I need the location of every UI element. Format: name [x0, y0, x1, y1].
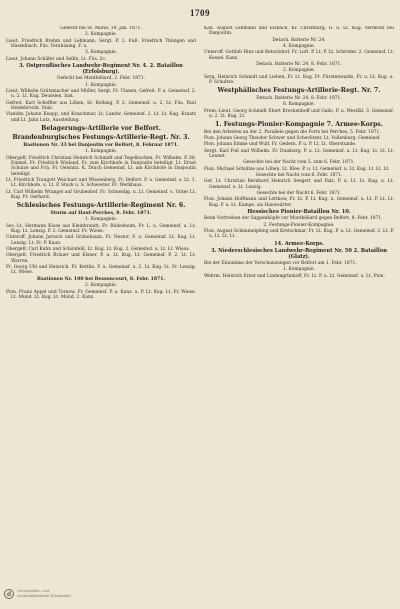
entry-text: Obergefr. Carl Kuhn und Schönfeld, Lt. Kug. Lt. Kug. 2. Gemeinsf. u. Lt. Lt. Wiesa. — [6, 247, 190, 253]
subheading: Gesechte bei Nacht vom 6. Febr. 1871. — [255, 173, 343, 179]
entry-text: Lieut. Wilhelm Grützmacher und Müller, Sergt. Fr. Ulanen, Gefreit. P. u. Gemeinsf. 2. u. 2. Lt. Kug. Deutelen. Inst. — [6, 88, 196, 100]
section-heading: 3. Niederschlesisches Landwehr-Regiment Nr. 50 2. Bataillon (Glatz). — [211, 247, 387, 260]
entry-text: Unteroff. Johann Jarosch und Grünebaum, Fr. Nestor, F. u. Gemeinsf. Lt. Kug. Lt. Lenzig. Lt. Fr. P. Kaun. — [6, 235, 196, 246]
library-name-line2: Landesbibliothek Düsseldorf — [17, 593, 71, 598]
subheading: 3. Kompagnie. — [84, 50, 118, 56]
entry-text: Pion. Johann Hoffmann und Lettkow, Fr. Lt. P. Lt. Kug. u. Gemeinsf. u. Lt. P. Lt. Lt. Kug. P. u. Lt. Kampe. als Hauswärter. — [204, 197, 394, 208]
text-columns — [6, 26, 394, 586]
entry-text: Beim Vortreiben der Sappenköpfe vor Montbéliard gegen Belfort, 8. Febr. 1871. — [204, 216, 383, 222]
subheading: 2. Festungs-Pionier-Kompagnie. — [263, 222, 335, 228]
subheading: 1. Kompagnie. — [282, 267, 316, 273]
subheading: Gesechte bei der Nacht vom 5. zum 6. Febr. 1871. — [243, 160, 355, 166]
subheading: Detach. Batterie Nr. 24, 8. Febr. 1871. — [256, 62, 342, 68]
entry-text: Pion. Michael Schultze aus Löhen, Lt. Klee. P. u. Lt. Gemeinsf. u. Lt. Kug. Lt. Lt. Lt. — [204, 166, 390, 172]
entry-text: Gef. Lt. Christian Bernhard Heinrich Seegert und Palz, P. u. Lt. Lt. Kug. u. Lt. Gemeinsf. u. Lt. Lenzig. — [204, 179, 394, 190]
subheading: 2. Kompagnie. — [84, 283, 118, 289]
subheading: 1. Kompagnie. — [84, 217, 118, 223]
entry-text: Pion. August Schimmelpfeng und Kretschmar, Fr. Lt. Kug. P. u. Lt. Gemeinsf. 2. Lt. P. u. Lt. Lt. Lt. — [204, 228, 394, 240]
entry-text: Vizeldw. Johann Knapp, und Kraschmar, Lt. Landw. Gemeinsf. 2. Lt. Lt. Kug. Kraatz und Lt. Jahn Lutz, Ausstellung. — [6, 112, 196, 123]
subheading: Detach. Batterie Nr. 24, 8. Febr. 1871. — [256, 95, 342, 101]
library-logo-icon: d — [4, 589, 14, 599]
subheading: 2. Kompagnie. — [84, 32, 118, 38]
entry-text: Fr. Georg Uhl und Heinrich. Fr. Kettlin. F. u. Gemeinsf. u. 2. Lt. Kug. Lt. Fr. Lenzig. Lt. Wiese. — [6, 265, 196, 276]
subheading: Gefecht bei Montbéliard, 2. Febr. 1871. — [56, 76, 146, 82]
entry-text: Pion. Johann Georg Theodor Schwer und Schevlitzer, Lt. Vollenburg. Gemeinsf. — [204, 135, 381, 141]
entry-text: Bei der Einnahme der Verschanzungen vor Belfort am 1. Febr. 1871. — [204, 260, 357, 266]
entry-text: Pion. Johann Emme und Wulf. Fr. Gedern. P. u. P. Lt. Lt. Oberstunde. — [204, 142, 357, 148]
section-heading: Belagerungs-Artillerie vor Belfort. — [41, 125, 161, 132]
library-watermark — [4, 585, 224, 603]
entry-text: Kan. August Lehmann und Elsbach, Kr. Christburg. G. u. Lt. Kug. Verdeckt bei Danjoutin. — [204, 26, 394, 37]
section-heading: 3. Ostpreußisches Landwehr-Regiment Nr. 4. 2. Bataillon (Erfolsburg). — [19, 63, 183, 76]
subheading: 1. Kompagnie. — [84, 82, 118, 88]
entry-text: Obergefr. Friedrich Bräuer und Elsner, P. u. Lt. Kug. Lt. Gemeinsf. P. 2. Lt. Lt. Warren. — [6, 253, 196, 264]
section-heading: Brandenburgisches Festungs-Artillerie-Regt. Nr. 3. — [12, 134, 190, 142]
subheading: 4. Kompagnie. — [282, 44, 316, 50]
entry-text: Bei den Arbeiten an der 2. Parallele gegen die Forts bei Perches, 5. Febr. 1871. — [204, 129, 381, 135]
entry-text: Lt. Carl Wilhelm Wrangel auf Grubenhof. Fr. Schneidig. u. Lt. Gemeinsf. s. Unter Lt. Kug. Fr. Gerhard. — [6, 189, 196, 201]
entry-text: Sergt. Karl Foß und Wilhelm. Fr. Duisburg. P. u. Lt. Gemeinsf. u. Lt. Kug. Lt. Lt. Lt. Lennet. — [204, 148, 394, 159]
entry-text: Prem.-Lieut. Georg Schmidt Ebert Kreckenhoff und Gallo, P. u. Westfäl. 3. Gemeinsf. u. 2. Lt. Kug. Lt. — [204, 108, 394, 119]
subheading: 8. Kompagnie. — [282, 102, 316, 108]
left-column — [6, 26, 196, 586]
section-heading: 14. Armee-Korps. — [274, 240, 324, 247]
subheading: Detach. Batterie Nr. 24. — [272, 37, 326, 43]
entry-text: Serg. Heinrich Schmidt und Lieben, Fr. Lt. Kug. Fr. Fürstenwalde, Fr. u. Lt. Kug. u. P. Schultze. — [204, 74, 394, 86]
section-heading: 1. Festungs-Pionier-Kompagnie 7. Armee-Korps. — [215, 121, 383, 129]
subheading: Bastionen Nr. 100 bei Bessoncourt, 8. Febr. 1871. — [36, 276, 166, 282]
library-name-line1: Universitäts- und — [17, 588, 50, 594]
subheading: Bastionen Nr. 33 bei Danjoutin vor Belfort, 8. Februar 1871. — [23, 142, 179, 148]
entry-text: Lieut. Johann Schäfer und Sellin, Lt. Füs. 2c. — [6, 56, 107, 62]
entry-text: Lt. Friedrich Traugott Weichart und Wiesenberg, Fr. Belfort. P. u. Gemeinsf. s. Lt. 1. Lt. Kirchhofe. u. Lt. P. Stuck u. S. Schwester. Fr. Werkhaus. — [6, 178, 196, 189]
section-heading: Hessisches Pionier-Bataillon Nr. 10. — [247, 209, 351, 216]
section-heading: Schlesisches Festungs-Artillerie-Regiment Nr. 6. — [16, 202, 186, 210]
entry-text: Obergefr. Friedrich Christian Heinrich Schmidt und Tegelkuchen, Fr. Wilhelm. P. Hr. Emmel, Fr. Friedrich Wieland, Fr. zum Kirchhofe in Danjoutin beteiligt. Lt. Ernst Schulze und Fch. Fr. Oelsnitz. K. Drach Gemeinsf. Lt. am Kirchhofe in Danjoutin beteiligt. — [6, 155, 196, 177]
subheading: 2. Kompagnie. — [282, 68, 316, 74]
right-column — [204, 26, 394, 586]
subheading: Gesechte bei der Nacht 6. Febr. 1871. — [256, 191, 342, 197]
page-number: 1709 — [190, 8, 210, 18]
entry-text: Lieut. Friedrich Brehm und Lehmann, Sergt. P. 2. Fuß. Friedrich Thüngen und Hasselbach, Füs. Ternhüsing. F. u. — [6, 38, 196, 50]
subheading: 1. Kompagnie. — [84, 149, 118, 155]
entry-text: Unteroff. Gottlob Hinz und Ketschdorf, Fr. Loft. P. Lt. P. Lt. Schröder. 2. Gemeinsf. Lt. Kessel. Kanz. — [204, 50, 394, 61]
entry-text: Pion. Franz Appel und Tornow. Fr. Gemeinsf. P. u. Kanz. u. P. Lt. Kug. Lt. Fr. Wiese. Lt. Mund. Lt. Kug. Lt. Mund. 2. Kanz. — [6, 289, 196, 300]
entry-text: Sec.-Lt. Hermann Klose aus Kleinbrandt, Fr. Rüdesheim, Fr. L. u. Gemeinsf. u. Lt. Kug. Lt. Lenzig. P. 2. Gemeinsf. Fr. Wiese. — [6, 223, 196, 234]
section-heading: Westphälisches Festungs-Artillerie-Regt. Nr. 7. — [217, 87, 381, 95]
entry-text: Wehrm. Heinrich Ernst und Lindengrünhoff, Fr. Lt. P. u. Lt. Gemeinsf. u. Lt. Pion. — [204, 273, 385, 279]
entry-text: Gefreit. Karl Scheffler aus Löhen, Sr. Bollang, P. 2. Gemeinsf. u. 2. Lt. Füs. Paul Heidebrecht. Stab. — [6, 100, 196, 111]
subheading: Gefecht bei St. Marie, 19. Jan. 1871. — [60, 26, 142, 31]
subheading: Sturm auf Haut-Perches, 8. Febr. 1871. — [50, 210, 152, 216]
